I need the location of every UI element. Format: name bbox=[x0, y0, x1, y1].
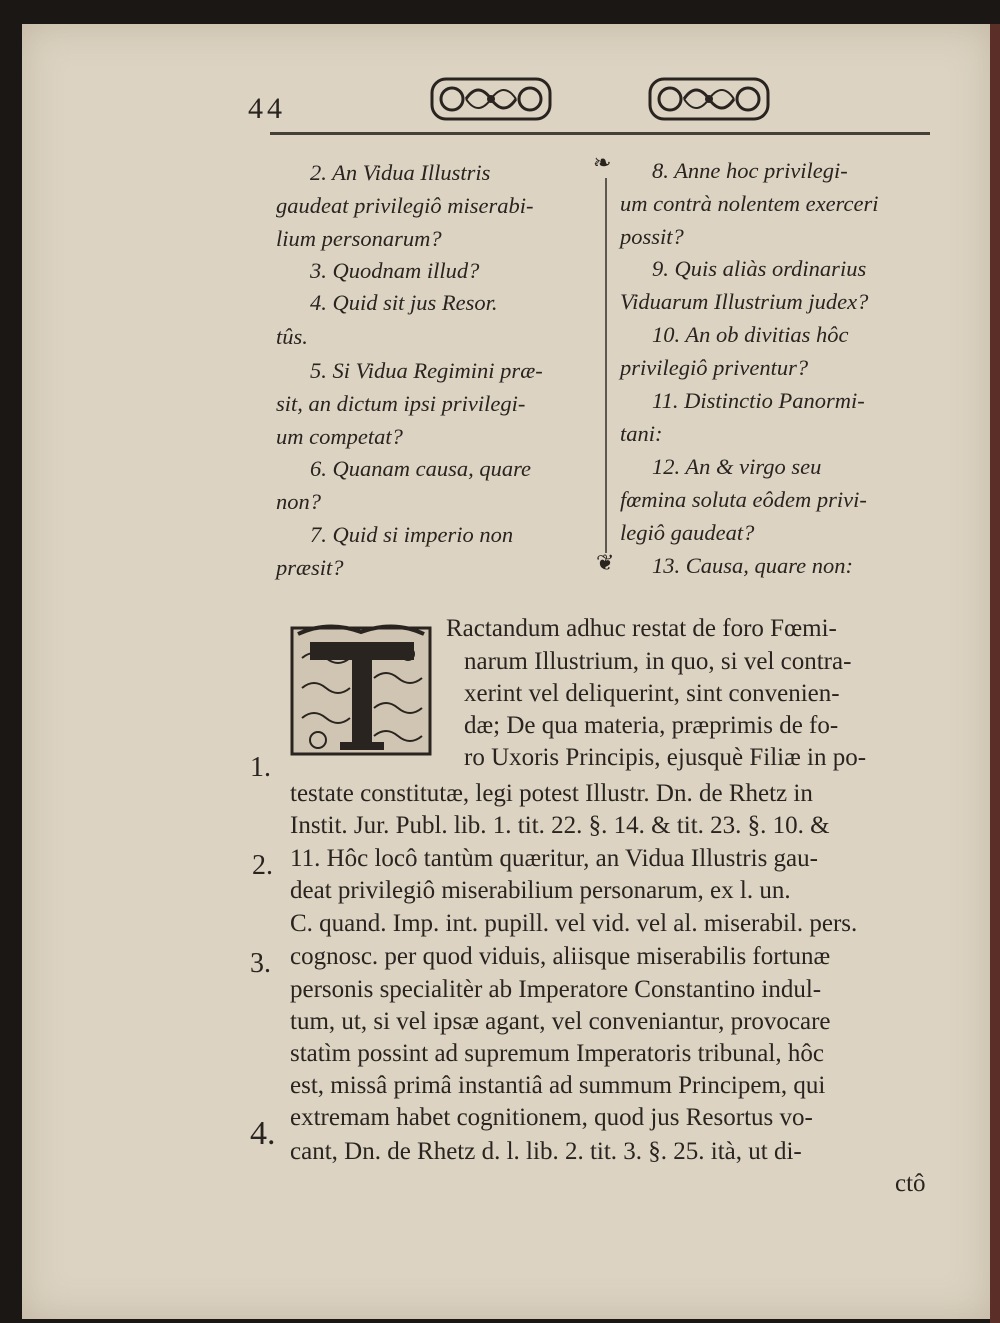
body-text-line: narum Illustrium, in quo, si vel contra- bbox=[464, 648, 852, 675]
decorated-initial-t-icon bbox=[288, 618, 434, 758]
summary-left-line: præsit? bbox=[276, 555, 344, 580]
summary-right-line: 9. Quis aliàs ordinarius bbox=[652, 256, 867, 281]
summary-left-line: non? bbox=[276, 489, 321, 514]
headpiece-ornament-right-icon bbox=[648, 75, 770, 123]
header-rule bbox=[270, 132, 930, 135]
summary-left-line: gaudeat privilegiô miserabi- bbox=[276, 193, 534, 218]
column-separator bbox=[605, 178, 607, 553]
summary-left-line: 7. Quid si imperio non bbox=[310, 522, 514, 547]
body-text-line: extremam habet cognitionem, quod jus Resortus vo- bbox=[290, 1104, 813, 1131]
body-text-line: deat privilegiô miserabilium personarum, ex l. un. bbox=[290, 877, 791, 904]
body-text-line: est, missâ primâ instantiâ ad summum Principem, qui bbox=[290, 1072, 826, 1099]
summary-left-line: 6. Quanam causa, quare bbox=[310, 456, 532, 481]
body-text-line: Instit. Jur. Publ. lib. 1. tit. 22. §. 14. & tit. 23. §. 10. & bbox=[290, 812, 830, 839]
body-text-line: statìm possint ad supremum Imperatoris tribunal, hôc bbox=[290, 1040, 824, 1067]
headpiece-ornament-left-icon bbox=[430, 75, 552, 123]
summary-left-line: sit, an dictum ipsi privilegi- bbox=[276, 391, 526, 416]
margin-number: 4. bbox=[250, 1115, 276, 1152]
summary-left-line: 5. Si Vidua Regimini præ- bbox=[310, 358, 543, 383]
summary-right-line: 13. Causa, quare non: bbox=[652, 553, 854, 578]
body-text-line: C. quand. Imp. int. pupill. vel vid. vel al. miserabil. pers. bbox=[290, 910, 858, 937]
summary-left-line: lium personarum? bbox=[276, 226, 442, 251]
book-edge bbox=[990, 24, 1000, 1323]
summary-right-line: 10. An ob divitias hôc bbox=[652, 322, 849, 347]
body-text-line: cant, Dn. de Rhetz d. l. lib. 2. tit. 3. §. 25. ità, ut di- bbox=[290, 1138, 802, 1165]
summary-right-line: privilegiô priventur? bbox=[620, 355, 809, 380]
summary-right-line: tani: bbox=[620, 421, 663, 446]
catchword: ctô bbox=[895, 1170, 926, 1197]
margin-number: 3. bbox=[250, 948, 271, 979]
summary-right-line: um contrà nolentem exerceri bbox=[620, 191, 879, 216]
summary-left-line: 2. An Vidua Illustris bbox=[310, 160, 491, 185]
summary-right-line: Viduarum Illustrium judex? bbox=[620, 289, 869, 314]
summary-left-line: um competat? bbox=[276, 424, 403, 449]
body-text-line: personis specialitèr ab Imperatore Constantino indul- bbox=[290, 976, 822, 1003]
summary-left-line: 3. Quodnam illud? bbox=[310, 258, 480, 283]
summary-right-line: legiô gaudeat? bbox=[620, 520, 755, 545]
separator-flourish-icon: ❧ bbox=[593, 150, 612, 175]
body-text-line: testate constitutæ, legi potest Illustr. Dn. de Rhetz in bbox=[290, 780, 813, 807]
separator-flourish-icon: ❦ bbox=[596, 550, 615, 575]
body-text-line: Ractandum adhuc restat de foro Fœmi- bbox=[446, 615, 837, 642]
body-text-line: dæ; De qua materia, præprimis de fo- bbox=[464, 712, 839, 739]
body-text-line: cognosc. per quod viduis, aliisque miserabilis fortunæ bbox=[290, 943, 831, 970]
margin-number: 1. bbox=[250, 752, 271, 783]
summary-right-line: 8. Anne hoc privilegi- bbox=[652, 158, 848, 183]
summary-left-line: tûs. bbox=[276, 324, 308, 349]
body-text-line: tum, ut, si vel ipsæ agant, vel conveniantur, provocare bbox=[290, 1008, 831, 1035]
page-number: 44 bbox=[248, 92, 286, 125]
body-text-line: 11. Hôc locô tantùm quæritur, an Vidua Illustris gau- bbox=[290, 845, 818, 872]
summary-right-line: fœmina soluta eôdem privi- bbox=[620, 487, 867, 512]
summary-right-line: possit? bbox=[620, 224, 684, 249]
body-text-line: xerint vel deliquerint, sint convenien- bbox=[464, 680, 840, 707]
summary-right-line: 11. Distinctio Panormi- bbox=[652, 388, 865, 413]
summary-left-line: 4. Quid sit jus Resor. bbox=[310, 290, 498, 315]
margin-number: 2. bbox=[252, 850, 273, 881]
body-text-line: ro Uxoris Principis, ejusquè Filiæ in po- bbox=[464, 744, 867, 771]
summary-right-line: 12. An & virgo seu bbox=[652, 454, 822, 479]
